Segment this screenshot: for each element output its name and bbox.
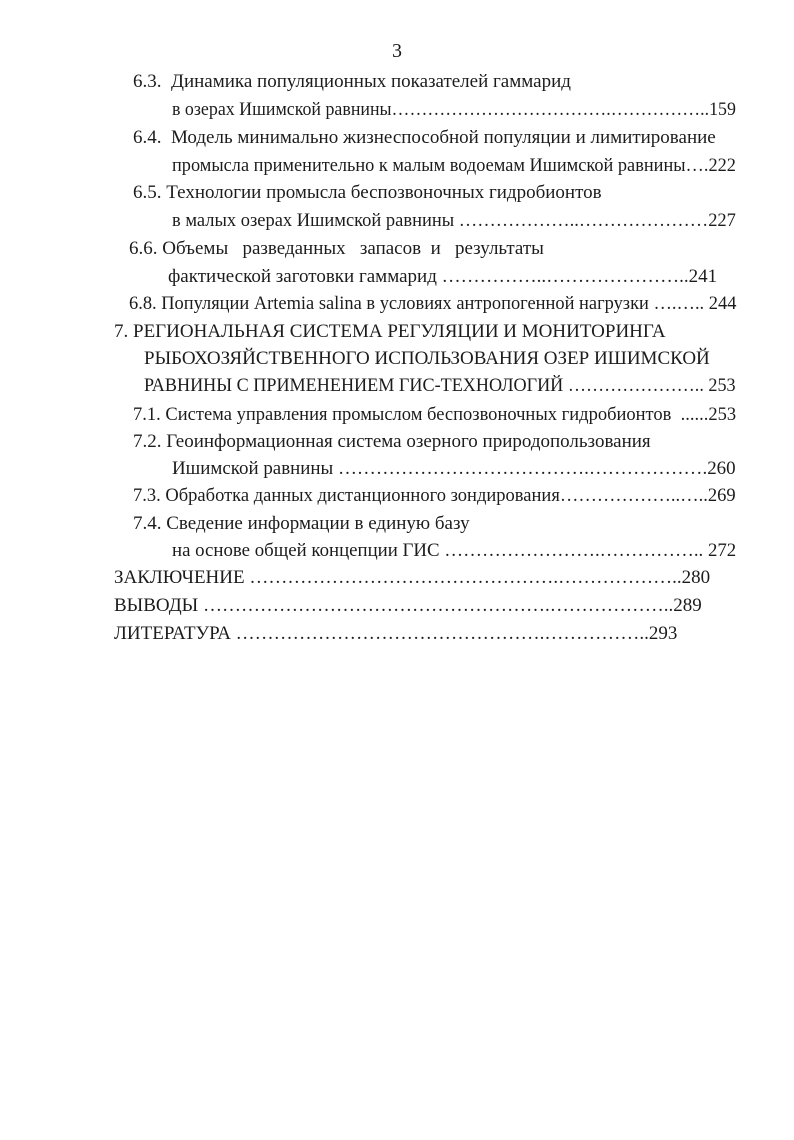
toc-7-4-entry: на основе общей концепции ГИС …………………….…………….. 272 <box>172 540 737 561</box>
toc-7-4-title: 7.4. Сведение информации в единую базу <box>133 513 470 534</box>
toc-6-4-entry: промысла применительно к малым водоемам Ишимской равнины….222 <box>172 155 736 176</box>
toc-6-6-title: 6.6. Объемы разведанных запасов и результаты <box>129 238 544 259</box>
toc-conclusion-entry: ЗАКЛЮЧЕНИЕ ………………………………………….………………..280 <box>114 567 711 588</box>
toc-6-6-entry: фактической заготовки гаммарид ……………..…………………..241 <box>168 266 718 287</box>
toc-6-8-entry: 6.8. Популяции Artemia salina в условиях антропогенной нагрузки ….….. 244 <box>129 293 737 314</box>
toc-7-2-title: 7.2. Геоинформационная система озерного природопользования <box>133 431 651 452</box>
toc-6-4-title: 6.4. Модель минимально жизнеспособной популяции и лимитирование <box>133 127 716 148</box>
toc-6-3-entry: в озерах Ишимской равнины……………………………….……………..159 <box>172 99 736 120</box>
toc-findings-entry: ВЫВОДЫ ……………………………………………….………………..289 <box>114 595 702 616</box>
toc-7-entry: РАВНИНЫ С ПРИМЕНЕНИЕМ ГИС-ТЕХНОЛОГИЙ ………………….. 253 <box>144 375 736 396</box>
toc-6-3-title: 6.3. Динамика популяционных показателей гаммарид <box>133 71 571 92</box>
toc-6-5-entry: в малых озерах Ишимской равнины ………………..…………………227 <box>172 210 736 231</box>
page-number: 3 <box>392 40 402 62</box>
toc-literature-entry: ЛИТЕРАТУРА ………………………………………….……………..293 <box>114 623 678 644</box>
toc-7-title-line1: 7. РЕГИОНАЛЬНАЯ СИСТЕМА РЕГУЛЯЦИИ И МОНИТОРИНГА <box>114 321 666 342</box>
toc-7-1-entry: 7.1. Система управления промыслом беспозвоночных гидробионтов ......253 <box>133 404 737 425</box>
toc-7-title-line2: РЫБОХОЗЯЙСТВЕННОГО ИСПОЛЬЗОВАНИЯ ОЗЕР ИШИМСКОЙ <box>144 348 710 369</box>
toc-6-5-title: 6.5. Технологии промысла беспозвоночных гидробионтов <box>133 182 602 203</box>
toc-7-3-entry: 7.3. Обработка данных дистанционного зондирования………………..…..269 <box>133 485 736 506</box>
toc-7-2-entry: Ишимской равнины ………………………………….……………….260 <box>172 458 736 479</box>
